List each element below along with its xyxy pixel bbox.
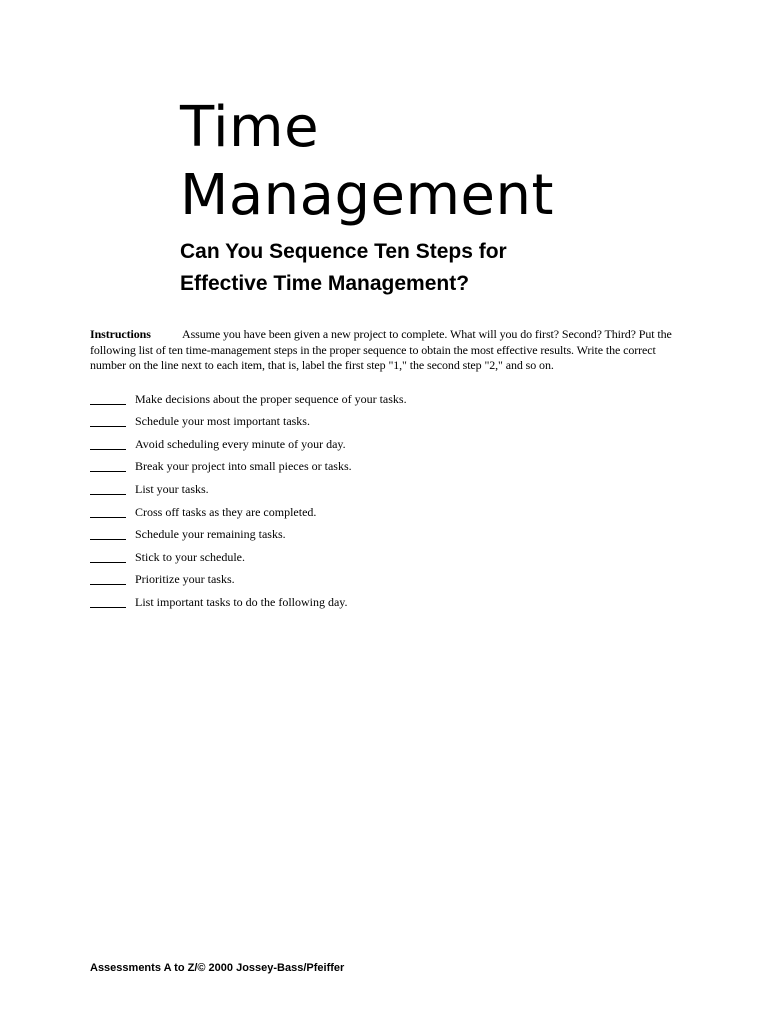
steps-list	[90, 386, 407, 612]
page-subtitle	[180, 236, 507, 300]
instructions-paragraph	[90, 327, 680, 374]
step-text: Avoid scheduling every minute of your day.	[135, 436, 346, 451]
answer-blank[interactable]	[90, 584, 126, 585]
step-text: Make decisions about the proper sequence of your tasks.	[135, 391, 407, 406]
step-item	[90, 522, 407, 545]
instructions-text: Assume you have been given a new project to complete. What will you do first? Second? Third? Put the following list of ten time-management steps in the proper sequence to obtain the most effective results. Write the correct number on the line next to each item, that is, label the first step "1," the second step "2," and so on.	[90, 327, 672, 372]
answer-blank[interactable]	[90, 426, 126, 427]
answer-blank[interactable]	[90, 449, 126, 450]
step-text: Prioritize your tasks.	[135, 572, 235, 587]
footer-copyright: Assessments A to Z/© 2000 Jossey-Bass/Pfeiffer	[90, 962, 345, 974]
step-item	[90, 454, 407, 477]
instructions-label: Instructions	[90, 327, 151, 341]
step-text: Schedule your remaining tasks.	[135, 527, 286, 542]
page-title	[180, 94, 554, 230]
step-item	[90, 499, 407, 522]
answer-blank[interactable]	[90, 494, 126, 495]
answer-blank[interactable]	[90, 607, 126, 608]
title-line-2: Management	[180, 163, 554, 228]
step-text: Cross off tasks as they are completed.	[135, 504, 317, 519]
subtitle-line-1: Can You Sequence Ten Steps for	[180, 240, 507, 263]
answer-blank[interactable]	[90, 471, 126, 472]
step-text: List important tasks to do the following day.	[135, 594, 348, 609]
step-item	[90, 386, 407, 409]
step-text: Break your project into small pieces or tasks.	[135, 459, 352, 474]
step-text: Schedule your most important tasks.	[135, 414, 310, 429]
step-item	[90, 589, 407, 612]
answer-blank[interactable]	[90, 517, 126, 518]
step-item	[90, 409, 407, 432]
step-item	[90, 476, 407, 499]
step-text: List your tasks.	[135, 481, 209, 496]
step-text: Stick to your schedule.	[135, 549, 245, 564]
answer-blank[interactable]	[90, 404, 126, 405]
subtitle-line-2: Effective Time Management?	[180, 272, 470, 295]
title-line-1: Time	[180, 95, 320, 160]
step-item	[90, 431, 407, 454]
answer-blank[interactable]	[90, 562, 126, 563]
step-item	[90, 567, 407, 590]
answer-blank[interactable]	[90, 539, 126, 540]
step-item	[90, 544, 407, 567]
